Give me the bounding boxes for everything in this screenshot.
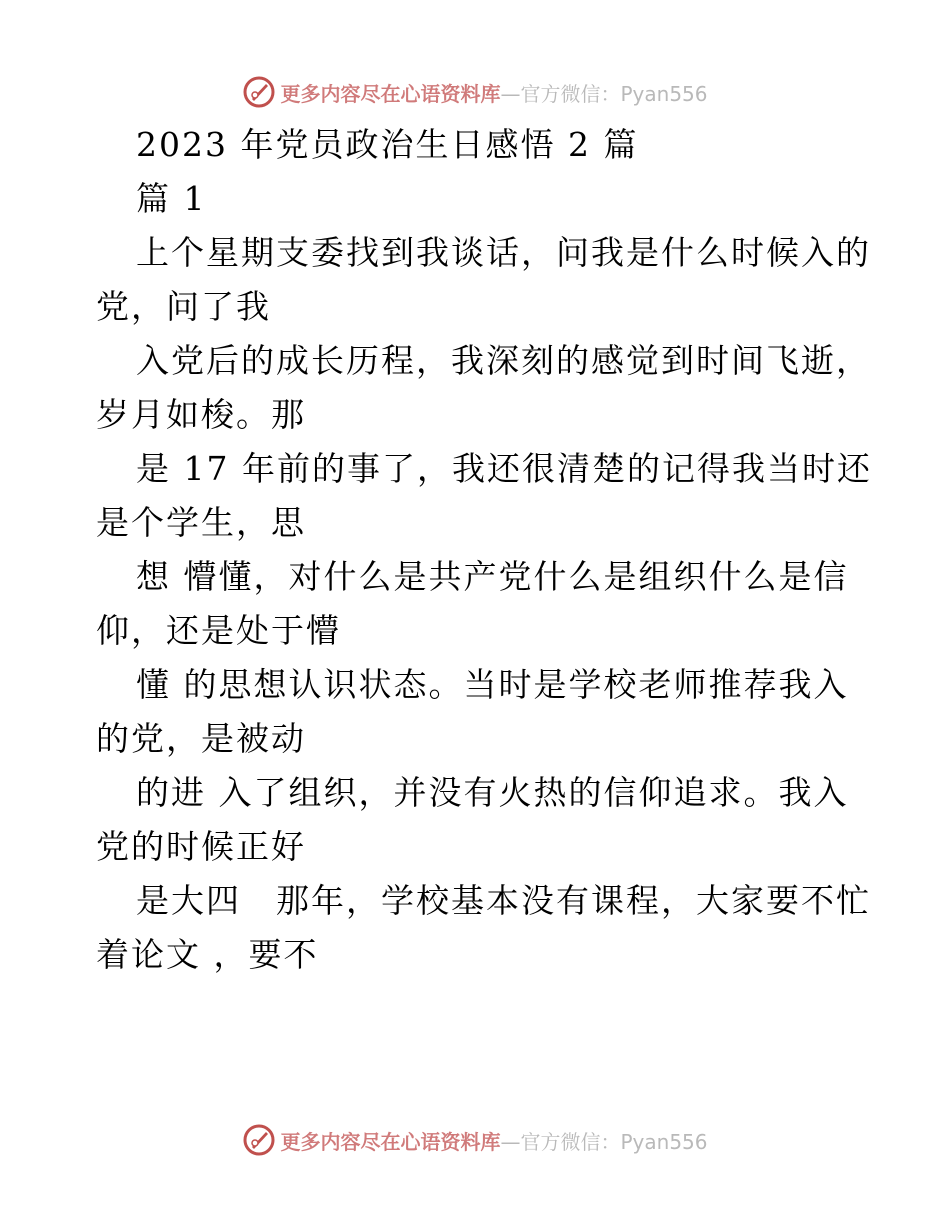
document-body	[96, 118, 872, 982]
text-line: 的进 入了组织，并没有火热的信仰追求。我入	[136, 773, 849, 812]
watermark-text	[280, 78, 707, 107]
footer-watermark	[0, 1120, 950, 1160]
text-line: 懂 的思想认识状态。当时是学校老师推荐我入	[136, 665, 849, 704]
text-line: 党的时候正好	[96, 827, 306, 866]
text-line: 是 17 年前的事了，我还很清楚的记得我当时还	[136, 449, 872, 488]
text-line: 着论文 ，要不	[96, 935, 319, 974]
document-title: 2023 年党员政治生日感悟 2 篇	[136, 125, 639, 164]
text-line: 是大四 那年，学校基本没有课程，大家要不忙	[136, 881, 871, 920]
watermark-separator: —	[500, 81, 521, 106]
watermark-wechat-label: 官方微信：	[520, 81, 621, 106]
watermark-brand: 更多内容尽在心语资料库	[280, 81, 501, 106]
watermark-brand: 更多内容尽在心语资料库	[280, 1129, 501, 1154]
paragraph-lines	[96, 226, 872, 982]
watermark-wechat-label: 官方微信：	[520, 1129, 621, 1154]
text-line: 的党，是被动	[96, 719, 306, 758]
watermark-wechat-id: Pyan556	[620, 1129, 708, 1154]
text-line: 入党后的成长历程，我深刻的感觉到时间飞逝，	[136, 341, 871, 380]
header-watermark	[0, 72, 950, 112]
quill-seal-icon	[242, 75, 276, 109]
text-line: 是个学生，思	[96, 503, 306, 542]
watermark-separator: —	[500, 1129, 521, 1154]
watermark-text	[280, 1126, 707, 1155]
section-heading: 篇 1	[136, 179, 207, 218]
text-line: 上个星期支委找到我谈话，问我是什么时候入的	[136, 233, 871, 272]
quill-seal-icon	[242, 1123, 276, 1157]
watermark-wechat-id: Pyan556	[620, 81, 708, 106]
text-line: 党，问了我	[96, 287, 271, 326]
text-line: 仰，还是处于懵	[96, 611, 341, 650]
text-line: 想 懵懂，对什么是共产党什么是组织什么是信	[136, 557, 849, 596]
text-line: 岁月如梭。那	[96, 395, 306, 434]
